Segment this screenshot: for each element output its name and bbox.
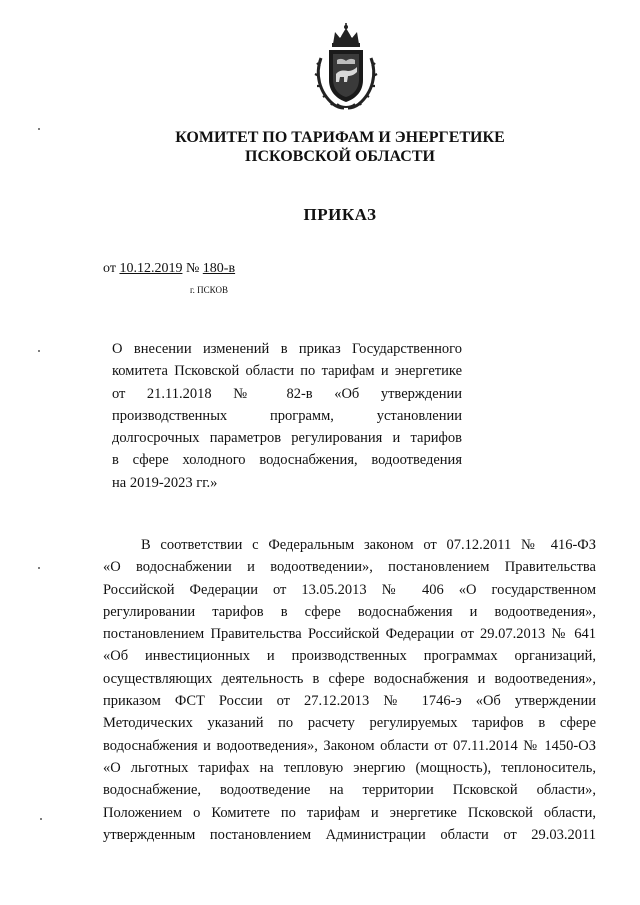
scan-mark bbox=[38, 567, 40, 569]
document-type-title: ПРИКАЗ bbox=[303, 205, 377, 224]
subject-line: производственных программ, установлении bbox=[112, 407, 462, 424]
number-sign: № bbox=[182, 261, 203, 276]
body-line: водоснабжение, водоотведение на территории Псковской области», bbox=[103, 782, 596, 799]
body-line: приказом ФСТ России от 27.12.2013 № 1746-э «Об утверждении bbox=[103, 693, 596, 710]
preamble-paragraph bbox=[103, 534, 596, 846]
body-line: «О водоснабжении и водоотведении», постановлением Правительства bbox=[103, 559, 596, 576]
subject-line: О внесении изменений в приказ Государственного bbox=[112, 341, 462, 357]
body-line: Российской Федерации от 13.05.2013 № 406 «О государственном bbox=[103, 581, 596, 598]
city-label: г. ПСКОВ bbox=[190, 285, 228, 295]
body-line: регулировании тарифов в сфере водоснабжения и водоотведения», bbox=[103, 603, 596, 620]
body-line: Положением о Комитете по тарифам и энергетике Псковской области, bbox=[103, 804, 596, 821]
subject-line: в сфере холодного водоснабжения, водоотведения bbox=[112, 452, 462, 469]
body-line: Методических указаний по расчету регулируемых тарифов в сфере bbox=[103, 715, 596, 732]
date-prefix: от bbox=[103, 261, 120, 276]
order-date: 10.12.2019 bbox=[119, 261, 183, 276]
subject-line: на 2019-2023 гг.» bbox=[112, 474, 218, 491]
body-line: водоснабжения и водоотведения», Законом области от 07.11.2014 № 1450-ОЗ bbox=[103, 737, 596, 754]
scan-mark bbox=[38, 128, 40, 130]
committee-name-line1: КОМИТЕТ ПО ТАРИФАМ И ЭНЕРГЕТИКЕ bbox=[175, 129, 505, 146]
body-line: утвержденным постановлением Администрации области от 29.03.2011 bbox=[103, 826, 596, 843]
subject-line: долгосрочных параметров регулирования и тарифов bbox=[112, 430, 462, 447]
body-line: «О льготных тарифах на тепловую энергию (мощность), теплоноситель, bbox=[103, 759, 596, 776]
subject-line: комитета Псковской области по тарифам и энергетике bbox=[112, 363, 462, 380]
body-line: «Об инвестиционных и производственных программах организаций, bbox=[103, 648, 596, 665]
coat-of-arms-emblem bbox=[311, 22, 381, 110]
scan-mark bbox=[38, 350, 40, 352]
date-number-line bbox=[103, 261, 235, 277]
committee-name-line2: ПСКОВСКОЙ ОБЛАСТИ bbox=[245, 148, 435, 165]
subject-line: от 21.11.2018 № 82-в «Об утверждении bbox=[112, 385, 462, 402]
order-number: 180-в bbox=[202, 261, 236, 276]
body-line: В соответствии с Федеральным законом от 07.12.2011 № 416-ФЗ bbox=[141, 537, 596, 553]
scan-mark bbox=[40, 818, 42, 820]
crown-icon bbox=[332, 23, 360, 47]
order-subject bbox=[112, 338, 462, 494]
committee-header bbox=[175, 128, 505, 166]
body-line: осуществляющих деятельность в сфере водоснабжения и водоотведения», bbox=[103, 670, 596, 687]
body-line: постановлением Правительства Российской Федерации от 29.07.2013 № 641 bbox=[103, 626, 596, 643]
